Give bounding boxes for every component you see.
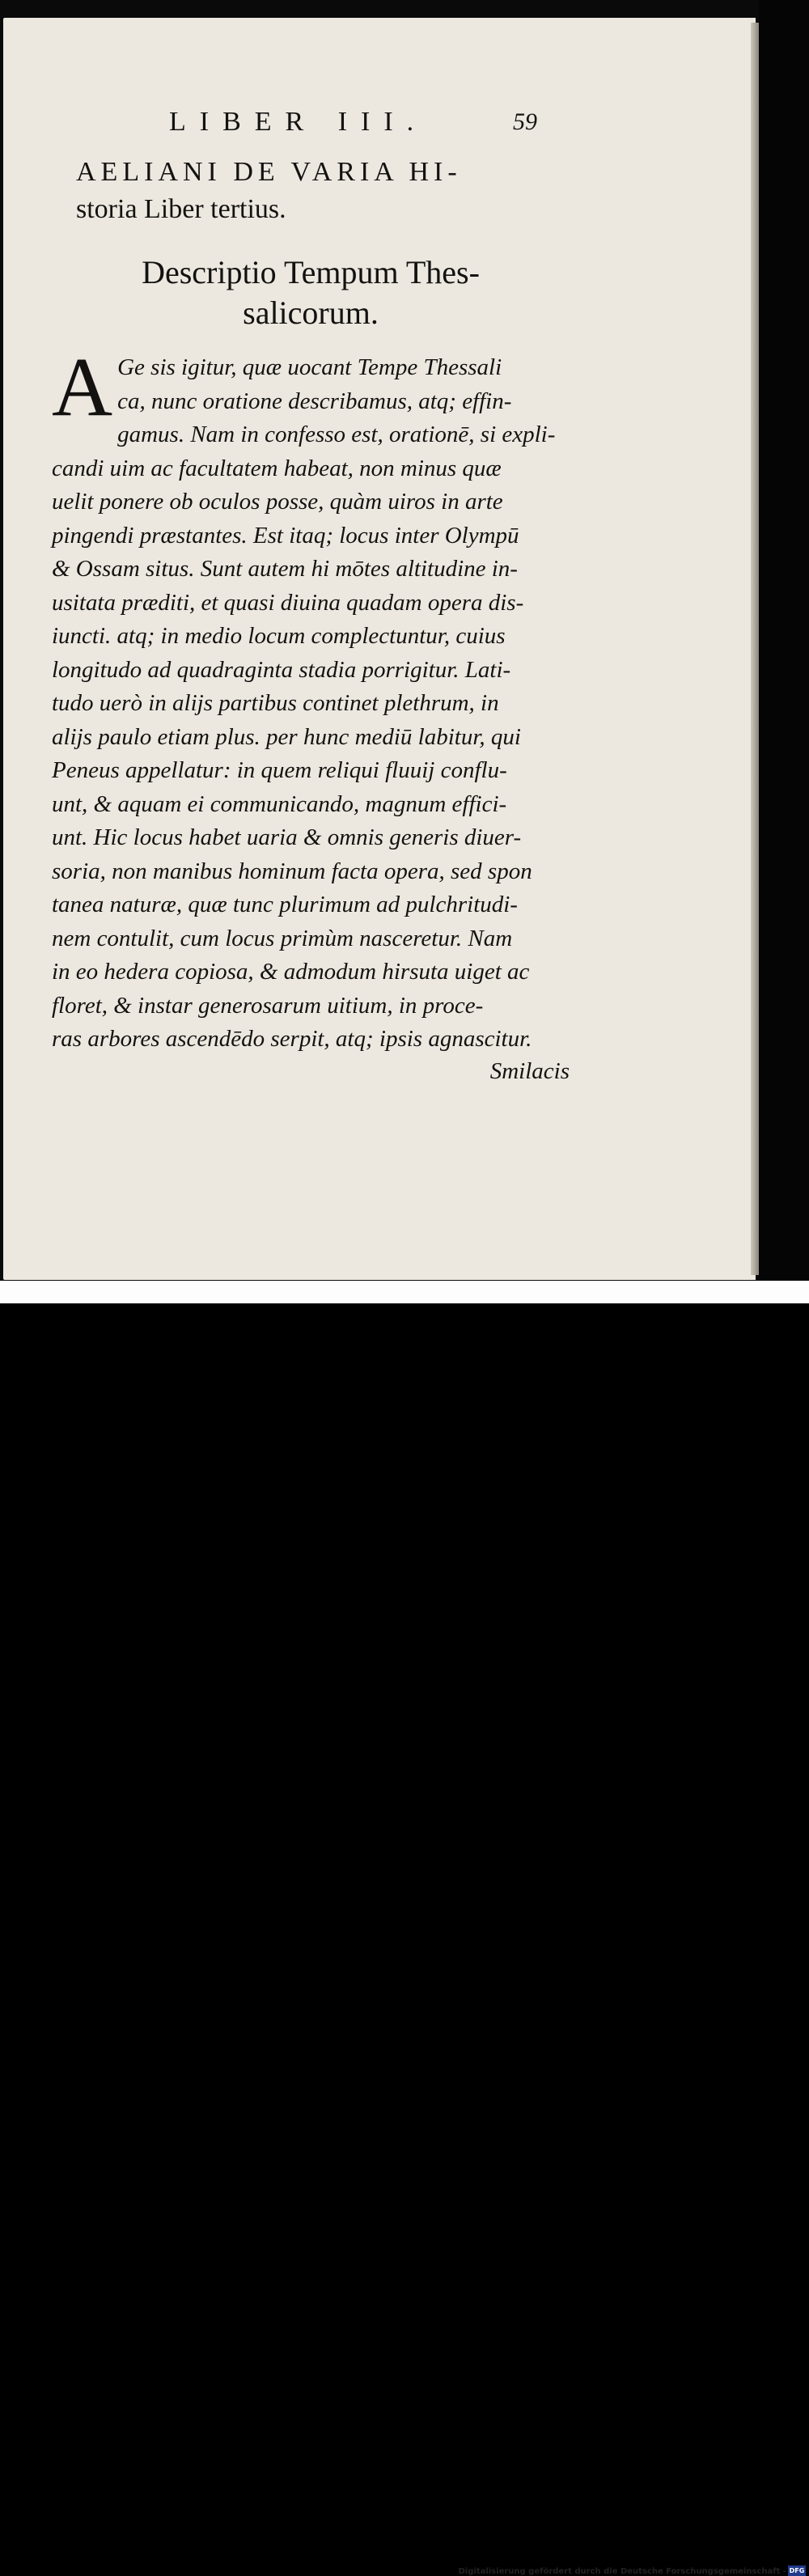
body-line: pingendi præstantes. Est itaq; locus inter Olympū (52, 522, 519, 549)
page-edge (751, 23, 759, 1275)
page-text (52, 107, 570, 1085)
chapter-title-line-2: salicorum. (243, 294, 379, 331)
dfg-logo: DFG (789, 2567, 805, 2574)
body-line: Peneus appellatur: in quem reliqui fluuij conflu- (52, 757, 507, 783)
body-line: uelit ponere ob oculos posse, quàm uiros in arte (52, 489, 503, 515)
chapter-title-line-1: Descriptio Tempum Thes- (142, 254, 480, 290)
book-title-line-2: storia Liber tertius. (76, 194, 286, 224)
body-line: ras arbores ascendēdo serpit, atq; ipsis agnascitur. (52, 1026, 532, 1052)
chapter-title (52, 252, 570, 333)
drop-capital: A (52, 341, 113, 434)
body-line: floret, & instar generosarum uitium, in proce- (52, 992, 484, 1019)
body-line: iuncti. atq; in medio locum complectuntur, cuius (52, 623, 506, 649)
running-title: LIBER III. (169, 107, 428, 137)
body-line: longitudo ad quadraginta stadia porrigitur. Lati- (52, 656, 511, 683)
body-line: nem contulit, cum locus primùm nasceretur. Nam (52, 925, 513, 951)
running-head (52, 107, 570, 147)
scan-background (759, 0, 809, 1303)
body-line: unt. Hic locus habet uaria & omnis generis diuer- (52, 824, 522, 850)
body-line: in eo hedera copiosa, & admodum hirsuta uiget ac (52, 959, 530, 985)
body-line: tudo uerò in alijs partibus continet plethrum, in (52, 690, 499, 716)
body-line: gamus. Nam in confesso est, orationē, si expli- (117, 422, 556, 447)
book-title (76, 154, 570, 228)
book-title-line-1: AELIANI DE VARIA HI- (76, 157, 462, 187)
body-line: unt, & aquam ei communicando, magnum effici- (52, 790, 507, 817)
funding-credit: Digitalisierung gefördert durch die Deutsche Forschungsgemeinschaft - (458, 2567, 786, 2576)
body-line: tanea naturæ, quæ tunc plurimum ad pulchritudi- (52, 892, 518, 917)
body-line: soria, non manibus hominum facta opera, sed spon (52, 858, 532, 884)
catchword: Smilacis (489, 1057, 570, 1084)
book-page (3, 18, 756, 1280)
body-line: usitata præditi, et quasi diuina quadam opera dis- (52, 589, 524, 616)
body-text (52, 341, 570, 1057)
footer-strip (0, 1281, 809, 2576)
body-line: alijs paulo etiam plus. per hunc mediū labitur, qui (52, 723, 521, 750)
body-line: ca, nunc oratione describamus, atq; effin- (117, 388, 512, 414)
page-number: 59 (513, 108, 537, 135)
body-line: & Ossam situs. Sunt autem hi mōtes altitudine in- (52, 556, 518, 582)
body-line: candi uim ac facultatem habeat, non minus quæ (52, 455, 502, 481)
body-line: Ge sis igitur, quæ uocant Tempe Thessali (117, 354, 502, 380)
